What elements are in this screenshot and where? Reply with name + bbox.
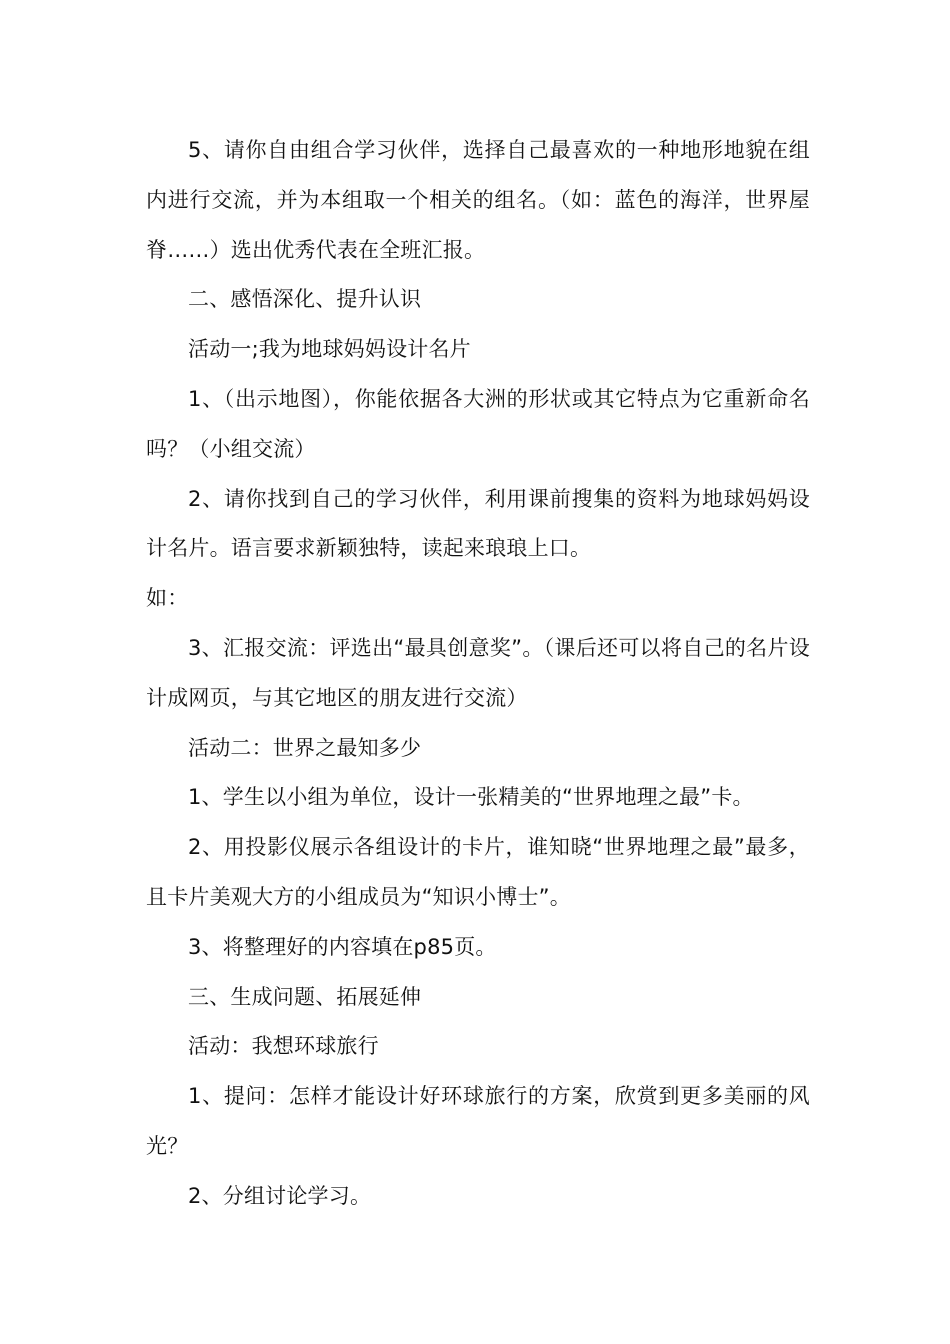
activity-heading-3: 活动：我想环球旅行 bbox=[188, 1034, 379, 1059]
activity-heading-1: 活动一;我为地球妈妈设计名片 bbox=[188, 337, 471, 362]
document-body bbox=[146, 126, 810, 1222]
paragraph-step-5: 5、请你自由组合学习伙伴，选择自己最喜欢的一种地形地貌在组内进行交流，并为本组取一个相关的组名。（如：蓝色的海洋，世界屋脊……）选出优秀代表在全班汇报。 bbox=[146, 138, 810, 262]
paragraph-activity2-step-3: 3、将整理好的内容填在p85页。 bbox=[188, 934, 497, 959]
activity-heading-2: 活动二：世界之最知多少 bbox=[188, 735, 422, 760]
section-heading-2: 二、感悟深化、提升认识 bbox=[188, 287, 422, 312]
paragraph-activity2-step-2: 2、用投影仪展示各组设计的卡片，谁知晓“世界地理之最”最多，且卡片美观大方的小组成员为“知识小博士”。 bbox=[146, 835, 810, 909]
paragraph-activity3-step-1: 1、提问：怎样才能设计好环球旅行的方案，欣赏到更多美丽的风光？ bbox=[146, 1084, 810, 1158]
paragraph-example-label: 如： bbox=[146, 586, 189, 611]
paragraph-activity2-step-1: 1、学生以小组为单位，设计一张精美的“世界地理之最”卡。 bbox=[188, 785, 754, 810]
paragraph-activity1-step-3: 3、汇报交流：评选出“最具创意奖”。（课后还可以将自己的名片设计成网页，与其它地区的朋友进行交流） bbox=[146, 635, 810, 710]
paragraph-activity1-step-1: 1、（出示地图），你能依据各大洲的形状或其它特点为它重新命名吗？（小组交流） bbox=[146, 386, 810, 461]
paragraph-activity3-step-2: 2、分组讨论学习。 bbox=[188, 1183, 372, 1208]
section-heading-3: 三、生成问题、拓展延伸 bbox=[188, 984, 422, 1009]
paragraph-activity1-step-2: 2、请你找到自己的学习伙伴，利用课前搜集的资料为地球妈妈设计名片。语言要求新颖独特，读起来琅琅上口。 bbox=[146, 486, 810, 561]
